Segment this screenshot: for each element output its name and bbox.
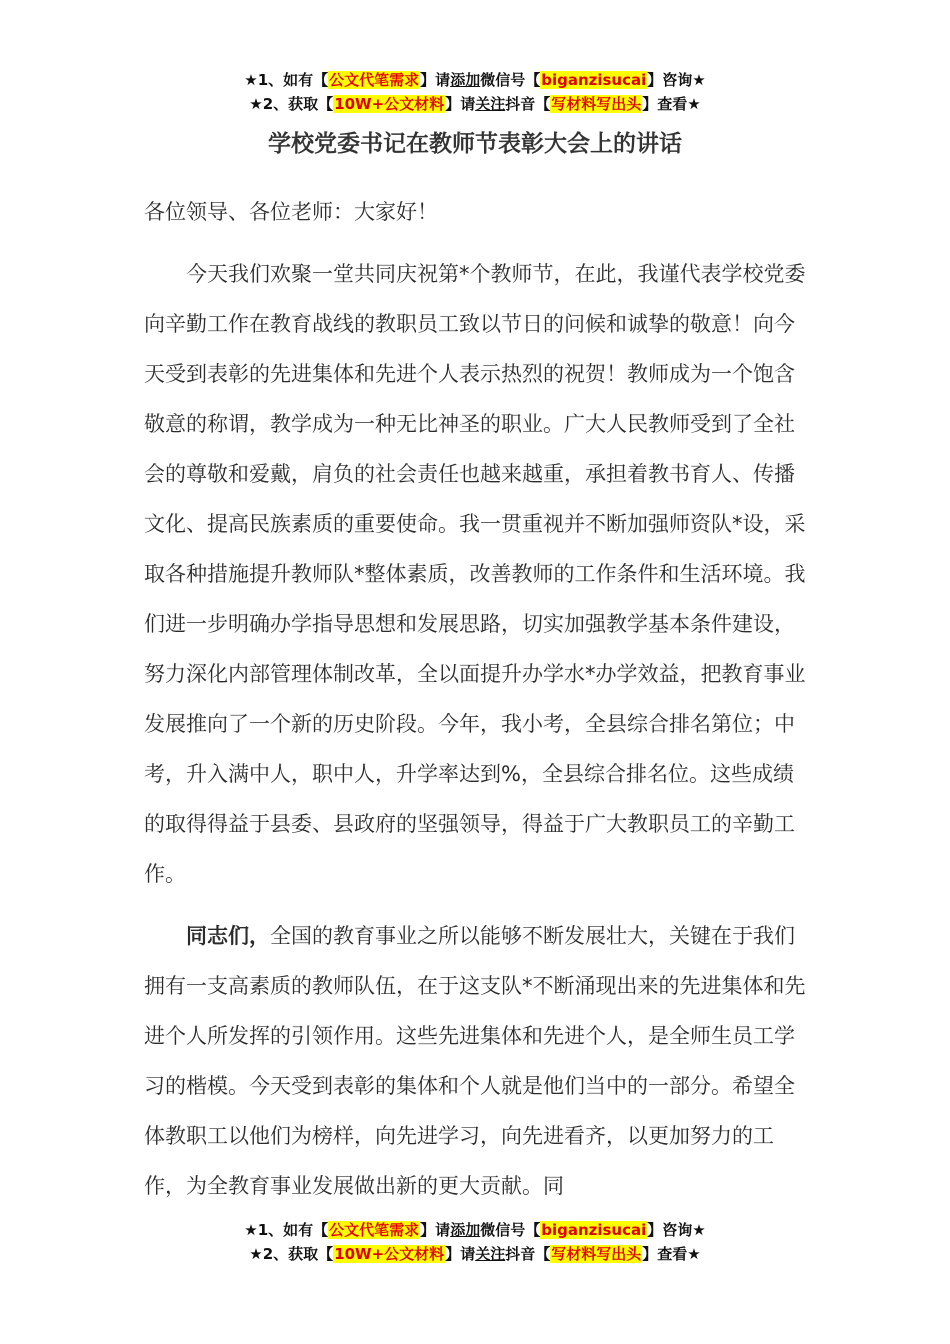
banner-text: 微信号【 (480, 1221, 541, 1239)
banner-text: 】查看★ (642, 1245, 701, 1263)
banner-highlight: biganzisucai (541, 1221, 647, 1239)
banner-highlight: 10W+公文材料 (334, 95, 445, 113)
banner-text: ★1、如有【 (244, 71, 329, 89)
paragraph-2-lead: 同志们， (186, 924, 270, 948)
banner-line-2 (0, 1242, 950, 1266)
banner-line-2 (0, 92, 950, 116)
banner-text: 】请 (445, 95, 476, 113)
banner-highlight: 公文代笔需求 (329, 71, 420, 89)
banner-line-1 (0, 1218, 950, 1242)
banner-underline: 关注 (475, 95, 506, 113)
top-banner (0, 68, 950, 116)
banner-text: 抖音【 (505, 95, 551, 113)
banner-text: 】查看★ (642, 95, 701, 113)
banner-underline: 关注 (475, 1245, 506, 1263)
banner-text: 】咨询★ (647, 71, 706, 89)
banner-text: ★2、获取【 (249, 95, 334, 113)
banner-highlight: 写材料写出头 (551, 1245, 642, 1263)
banner-highlight: 写材料写出头 (551, 95, 642, 113)
banner-text: 】咨询★ (647, 1221, 706, 1239)
banner-text: 】请 (445, 1245, 476, 1263)
paragraph-1: 今天我们欢聚一堂共同庆祝第*个教师节，在此，我谨代表学校党委向辛勤工作在教育战线的教职员工致以节日的问候和诚挚的敬意！向今天受到表彰的先进集体和先进个人表示热烈的祝贺！教师成为一个饱含敬意的称谓，教学成为一种无比神圣的职业。广大人民教师受到了全社会的尊敬和爱戴，肩负的社会责任也越来越重，承担着教书育人、传播文化、提高民族素质的重要使命。我一贯重视并不断加强师资队*设，采取各种措施提升教师队*整体素质，改善教师的工作条件和生活环境。我们进一步明确办学指导思想和发展思路，切实加强教学基本条件建设，努力深化内部管理体制改革，全以面提升办学水*办学效益，把教育事业发展推向了一个新的历史阶段。今年，我小考，全县综合排名第位；中考，升入满中人，职中人，升学率达到%，全县综合排名位。这些成绩的取得得益于县委、县政府的坚强领导，得益于广大教职员工的辛勤工作。 (144, 262, 806, 886)
bottom-banner (0, 1218, 950, 1266)
banner-text: 抖音【 (505, 1245, 551, 1263)
paragraph-2 (144, 911, 808, 1211)
banner-text: ★1、如有【 (244, 1221, 329, 1239)
banner-text: 微信号【 (480, 71, 541, 89)
banner-highlight: biganzisucai (541, 71, 647, 89)
paragraph-2-text: 全国的教育事业之所以能够不断发展壮大，关键在于我们拥有一支高素质的教师队伍，在于这支队*不断涌现出来的先进集体和先进个人所发挥的引领作用。这些先进集体和先进个人，是全师生员工学习的楷模。今天受到表彰的集体和个人就是他们当中的一部分。希望全体教职工以他们为榜样，向先进学习，向先进看齐，以更加努力的工作，为全教育事业发展做出新的更大贡献。同 (144, 924, 806, 1198)
banner-highlight: 10W+公文材料 (334, 1245, 445, 1263)
document-title: 学校党委书记在教师节表彰大会上的讲话 (268, 131, 682, 157)
banner-text: 】请 (420, 71, 451, 89)
banner-text: 】请 (420, 1221, 451, 1239)
banner-underline: 添加 (450, 1221, 481, 1239)
document-body (144, 187, 808, 1211)
banner-underline: 添加 (450, 71, 481, 89)
banner-highlight: 公文代笔需求 (329, 1221, 420, 1239)
greeting: 各位领导、各位老师：大家好！ (144, 200, 438, 224)
banner-text: ★2、获取【 (249, 1245, 334, 1263)
banner-line-1 (0, 68, 950, 92)
